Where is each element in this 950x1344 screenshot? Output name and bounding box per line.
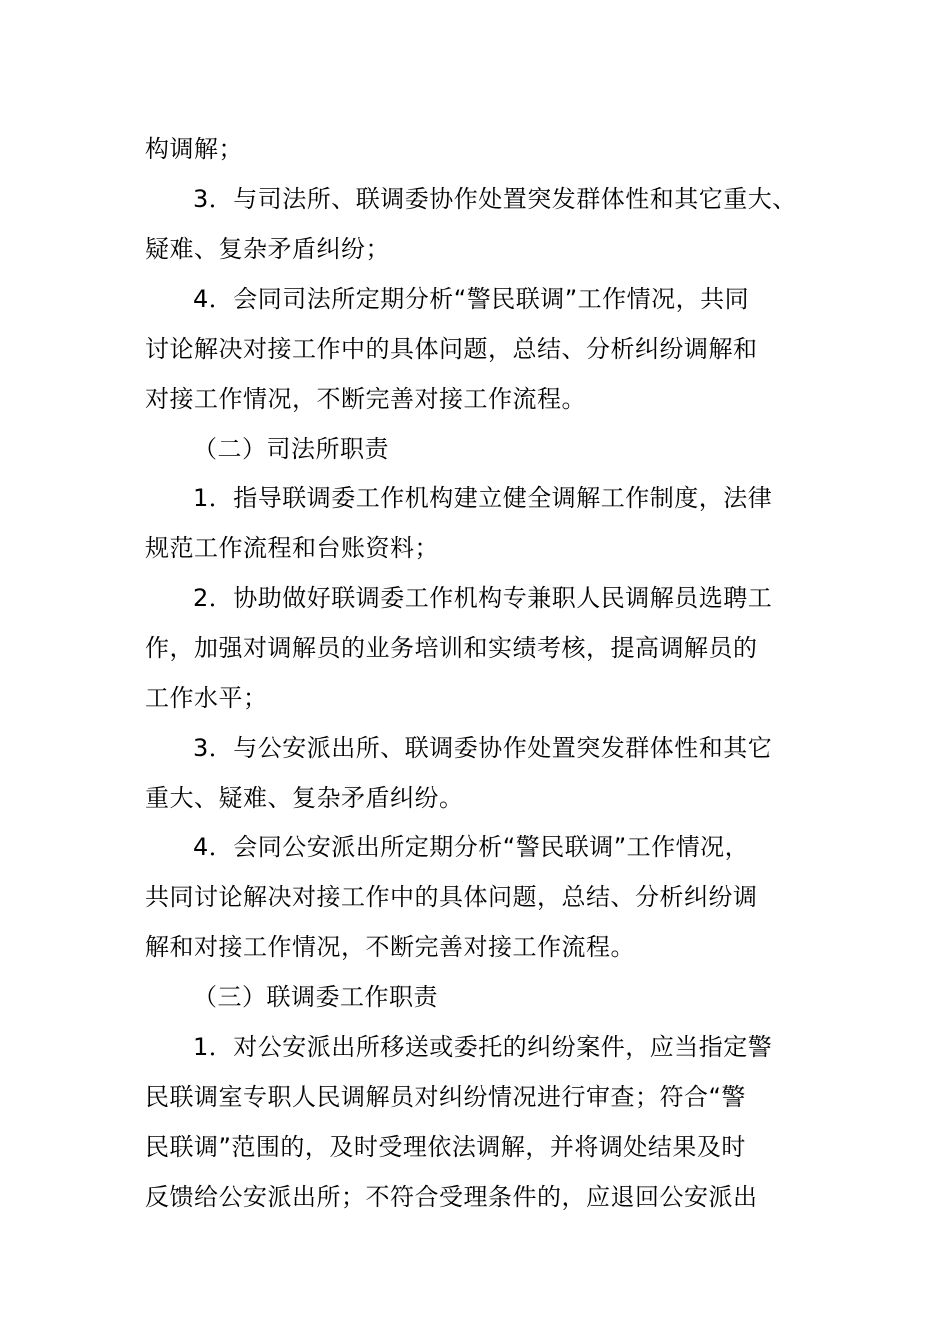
text-line: 规范工作流程和台账资料； [145, 534, 439, 562]
list-item-text: 1．指导联调委工作机构建立健全调解工作制度，法律 [193, 484, 773, 512]
text-line: 作，加强对调解员的业务培训和实绩考核，提高调解员的 [145, 634, 758, 662]
text-line: 民联调室专职人民调解员对纠纷情况进行审查；符合“警 [145, 1083, 746, 1111]
section-heading: （三）联调委工作职责 [193, 983, 438, 1011]
text-line: 反馈给公安派出所；不符合受理条件的，应退回公安派出 [145, 1183, 758, 1211]
text-line: 讨论解决对接工作中的具体问题，总结、分析纠纷调解和 [145, 335, 758, 363]
list-item-text: 3．与司法所、联调委协作处置突发群体性和其它重大、 [193, 185, 797, 213]
list-item-text: 3．与公安派出所、联调委协作处置突发群体性和其它 [193, 734, 773, 762]
text-line: 民联调”范围的，及时受理依法调解，并将调处结果及时 [145, 1133, 746, 1161]
list-item-text: 4．会同司法所定期分析“警民联调”工作情况，共同 [193, 285, 750, 313]
text-line: 共同讨论解决对接工作中的具体问题，总结、分析纠纷调 [145, 883, 758, 911]
list-item-text: 4．会同公安派出所定期分析“警民联调”工作情况， [193, 833, 750, 861]
text-line: 重大、疑难、复杂矛盾纠纷。 [145, 784, 464, 812]
text-line: 疑难、复杂矛盾纠纷； [145, 235, 390, 263]
list-item-text: 1．对公安派出所移送或委托的纠纷案件，应当指定警 [193, 1033, 773, 1061]
text-line: 构调解； [145, 135, 243, 163]
text-line: 工作水平； [145, 684, 268, 712]
section-heading: （二）司法所职责 [193, 435, 389, 463]
text-line: 解和对接工作情况，不断完善对接工作流程。 [145, 933, 635, 961]
list-item-text: 2．协助做好联调委工作机构专兼职人民调解员选聘工 [193, 584, 773, 612]
text-line: 对接工作情况，不断完善对接工作流程。 [145, 385, 586, 413]
